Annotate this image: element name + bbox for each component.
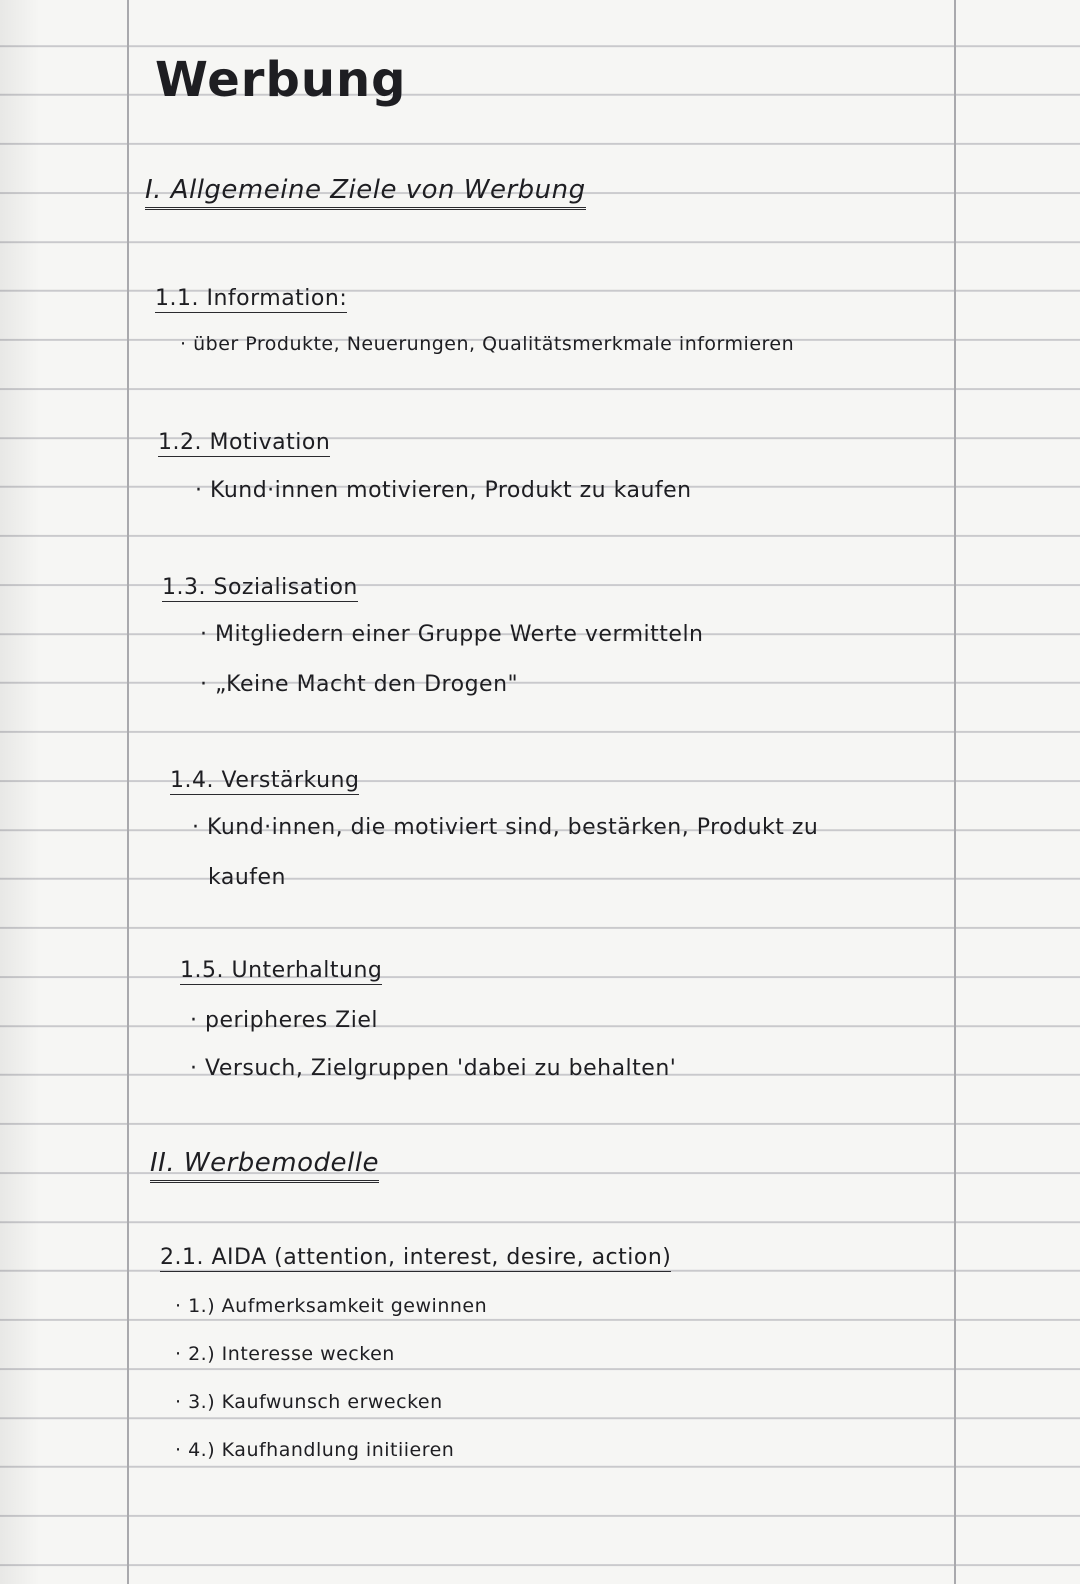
bullet-2-1-a: · 1.) Aufmerksamkeit gewinnen xyxy=(175,1295,487,1317)
page-edge-shadow xyxy=(0,0,40,1584)
subsection-heading-1-2: 1.2. Motivation xyxy=(158,430,331,455)
page-title: Werbung xyxy=(155,52,407,108)
bullet-2-1-b: · 2.) Interesse wecken xyxy=(175,1343,395,1365)
right-margin-line xyxy=(954,0,956,1584)
bullet-1-4-continuation: kaufen xyxy=(208,865,287,890)
bullet-1-2-a: · Kund·innen motivieren, Produkt zu kaufen xyxy=(195,478,692,503)
subsection-heading-2-1: 2.1. AIDA (attention, interest, desire, action) xyxy=(160,1245,672,1270)
section-heading-1: I. Allgemeine Ziele von Werbung xyxy=(145,175,586,210)
bullet-1-3-b: · „Keine Macht den Drogen" xyxy=(200,672,518,697)
bullet-1-5-b: · Versuch, Zielgruppen 'dabei zu behalten' xyxy=(190,1056,676,1081)
subsection-heading-1-3: 1.3. Sozialisation xyxy=(162,575,358,600)
bullet-2-1-d: · 4.) Kaufhandlung initiieren xyxy=(175,1439,454,1461)
bullet-2-1-c: · 3.) Kaufwunsch erwecken xyxy=(175,1391,443,1413)
subsection-heading-1-4: 1.4. Verstärkung xyxy=(170,768,360,793)
bullet-1-4-a: · Kund·innen, die motiviert sind, bestärken, Produkt zu xyxy=(192,815,818,840)
bullet-1-5-a: · peripheres Ziel xyxy=(190,1008,378,1033)
bullet-1-1-a: · über Produkte, Neuerungen, Qualitätsmerkmale informieren xyxy=(180,333,794,355)
subsection-heading-1-1: 1.1. Information: xyxy=(155,286,348,311)
left-margin-line xyxy=(127,0,129,1584)
subsection-heading-1-5: 1.5. Unterhaltung xyxy=(180,958,383,983)
bullet-1-3-a: · Mitgliedern einer Gruppe Werte vermitteln xyxy=(200,622,704,647)
section-heading-2: II. Werbemodelle xyxy=(150,1148,379,1183)
